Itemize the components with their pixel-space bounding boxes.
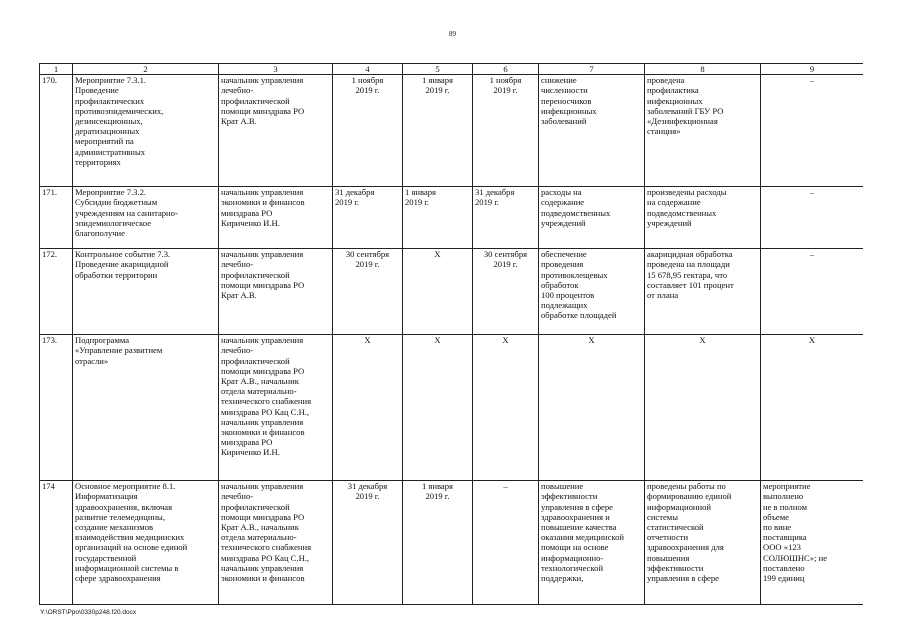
table-row — [40, 335, 864, 481]
notes-cell: мероприятие выполнено не в полном объеме по вине поставщика ООО «123 СОЛЮШНС»; не поставлено 199 единиц — [761, 481, 864, 605]
notes-cell: – — [761, 75, 864, 187]
planned-date-cell: Х — [333, 335, 403, 481]
table-row — [40, 249, 864, 335]
column-number-header: 6 — [473, 64, 539, 75]
table-row — [40, 187, 864, 249]
column-number-row — [40, 64, 864, 75]
column-number-header: 8 — [645, 64, 761, 75]
actual-start-cell: Х — [403, 249, 473, 335]
actual-start-cell: 1 января 2019 г. — [403, 75, 473, 187]
report-table-container — [39, 63, 863, 608]
event-name-cell: Мероприятие 7.3.2. Субсидии бюджетным учреждениям на санитарно- эпидемиологическое благополучие — [73, 187, 219, 249]
notes-cell: – — [761, 249, 864, 335]
row-number-cell: 173. — [40, 335, 73, 481]
actual-start-cell: Х — [403, 335, 473, 481]
actual-result-cell: проведены работы по формированию единой информационной системы статистической отчетности здравоохранения для повышения эффективности управления в сфере — [645, 481, 761, 605]
responsible-cell: начальник управления лечебно- профилактической помощи минздрава РО Крат А.В. — [219, 249, 333, 335]
responsible-cell: начальник управления лечебно- профилактической помощи минздрава РО Крат А.В. — [219, 75, 333, 187]
row-number-cell: 170. — [40, 75, 73, 187]
event-name-cell: Подпрограмма «Управление развитием отрасли» — [73, 335, 219, 481]
report-table — [39, 63, 863, 605]
planned-date-cell: 31 декабря 2019 г. — [333, 187, 403, 249]
planned-date-cell: 1 ноября 2019 г. — [333, 75, 403, 187]
actual-end-cell: 30 сентября 2019 г. — [473, 249, 539, 335]
actual-start-cell: 1 января 2019 г. — [403, 481, 473, 605]
expected-result-cell: повышение эффективности управления в сфере здравоохранения и повышение качества оказания медицинской помощи на основе информационно- технологической поддержки, — [539, 481, 645, 605]
actual-result-cell: Х — [645, 335, 761, 481]
actual-result-cell: проведена профилактика инфекционных заболеваний ГБУ РО «Дезинфекционная станция» — [645, 75, 761, 187]
planned-date-cell: 30 сентября 2019 г. — [333, 249, 403, 335]
actual-end-cell: 31 декабря 2019 г. — [473, 187, 539, 249]
column-number-header: 4 — [333, 64, 403, 75]
row-number-cell: 171. — [40, 187, 73, 249]
column-number-header: 1 — [40, 64, 73, 75]
event-name-cell: Мероприятие 7.3.1. Проведение профилактических противоэпидемических, дезинсекционных, дератизационных мероприятий па административных территориях — [73, 75, 219, 187]
notes-cell: Х — [761, 335, 864, 481]
file-path-footer: Y:\ORST\Ppo\0330p248.f20.docx — [40, 609, 137, 616]
expected-result-cell: расходы на содержание подведомственных учреждений — [539, 187, 645, 249]
actual-end-cell: – — [473, 481, 539, 605]
column-number-header: 2 — [73, 64, 219, 75]
responsible-cell: начальник управления лечебно- профилактической помощи минздрава РО Крат А.В., начальник отдела материально- технического снабжения минздрава РО Кац С.Н., начальник управления экономики и финансов — [219, 481, 333, 605]
column-number-header: 7 — [539, 64, 645, 75]
page-number: 89 — [449, 30, 456, 38]
actual-result-cell: акарицидная обработка проведена на площади 15 678,95 гектара, что составляет 101 процент от плана — [645, 249, 761, 335]
column-number-header: 5 — [403, 64, 473, 75]
table-row — [40, 481, 864, 605]
actual-end-cell: 1 ноября 2019 г. — [473, 75, 539, 187]
expected-result-cell: обеспечение проведения противоклещевых обработок 100 процентов подлежащих обработке площадей — [539, 249, 645, 335]
row-number-cell: 174 — [40, 481, 73, 605]
event-name-cell: Контрольное событие 7.3. Проведение акарицидной обработки территории — [73, 249, 219, 335]
table-row — [40, 75, 864, 187]
actual-result-cell: произведены расходы на содержание подведомственных учреждений — [645, 187, 761, 249]
responsible-cell: начальник управления лечебно- профилактической помощи минздрава РО Крат А.В., начальник отдела материально- технического снабжения минздрава РО Кац С.Н., начальник управления экономики и финансов минздрава РО Кириченко И.Н. — [219, 335, 333, 481]
planned-date-cell: 31 декабря 2019 г. — [333, 481, 403, 605]
column-number-header: 9 — [761, 64, 864, 75]
event-name-cell: Основное мероприятие 8.1. Информатизация здравоохранения, включая развитие телемедицины, создание механизмов взаимодействия медицинских организаций на основе единой государственной информационной системы в сфере здравоохранения — [73, 481, 219, 605]
row-number-cell: 172. — [40, 249, 73, 335]
expected-result-cell: Х — [539, 335, 645, 481]
notes-cell: – — [761, 187, 864, 249]
column-number-header: 3 — [219, 64, 333, 75]
responsible-cell: начальник управления экономики и финансов минздрава РО Кириченко И.Н. — [219, 187, 333, 249]
expected-result-cell: снижение численности переносчиков инфекционных заболеваний — [539, 75, 645, 187]
actual-start-cell: 1 января 2019 г. — [403, 187, 473, 249]
actual-end-cell: Х — [473, 335, 539, 481]
